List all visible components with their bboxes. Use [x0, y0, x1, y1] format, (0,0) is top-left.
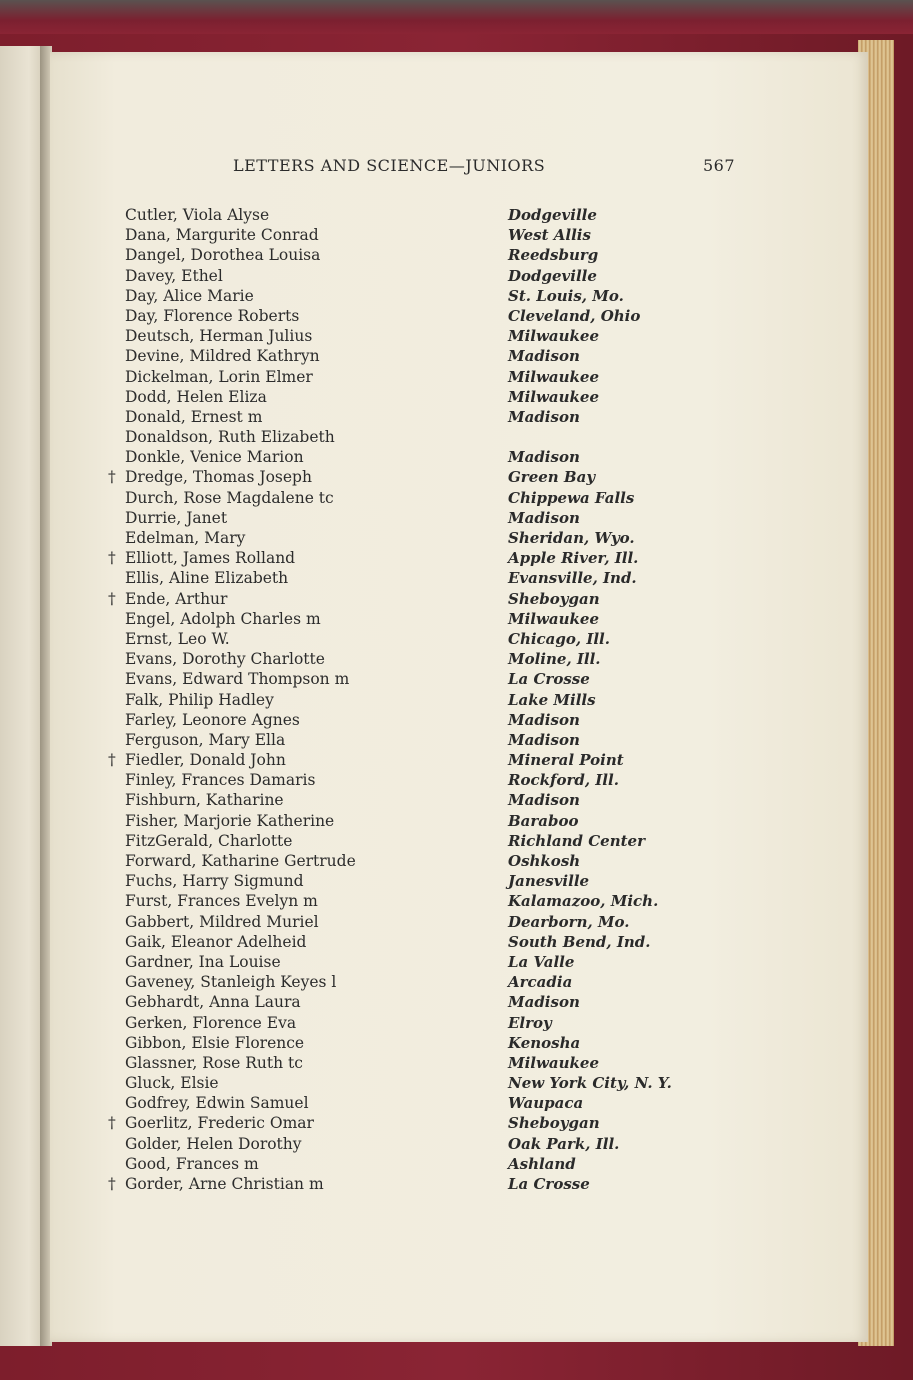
- student-name-text: Davey, Ethel: [125, 266, 223, 285]
- student-name: [110, 508, 227, 528]
- student-name: [110, 609, 321, 629]
- roster-entry: [110, 1073, 750, 1093]
- roster-entry: [110, 952, 750, 972]
- student-roster: [110, 205, 750, 1194]
- hometown: Madison: [508, 407, 580, 426]
- hometown: New York City, N. Y.: [508, 1074, 672, 1093]
- roster-entry: [110, 992, 750, 1012]
- roster-entry: [110, 649, 750, 669]
- student-name: [110, 1033, 304, 1053]
- dagger-mark: †: [108, 1175, 116, 1193]
- hometown: Madison: [508, 347, 580, 366]
- hometown: Chippewa Falls: [508, 488, 635, 507]
- student-name-text: Glassner, Rose Ruth tc: [125, 1053, 303, 1072]
- roster-entry: [110, 710, 750, 730]
- student-name-text: Godfrey, Edwin Samuel: [125, 1094, 309, 1113]
- student-name-text: Gorder, Arne Christian m: [125, 1175, 324, 1193]
- student-name: [110, 891, 318, 911]
- cover-top-edge: [0, 0, 913, 34]
- hometown: Dodgeville: [508, 206, 597, 224]
- student-name-text: Gaik, Eleanor Adelheid: [125, 932, 307, 951]
- student-name-text: Gabbert, Mildred Muriel: [125, 912, 319, 931]
- student-name-text: Ellis, Aline Elizabeth: [125, 569, 289, 588]
- student-name: [110, 811, 334, 831]
- student-name-text: Farley, Leonore Agnes: [125, 710, 300, 729]
- hometown: La Valle: [508, 952, 575, 971]
- roster-entry: [110, 447, 750, 467]
- roster-entry: [110, 225, 750, 245]
- hometown: Dearborn, Mo.: [508, 912, 630, 931]
- page-number: 567: [703, 156, 736, 175]
- student-name: [110, 750, 286, 770]
- roster-entry: [110, 306, 750, 326]
- student-name-text: Ende, Arthur: [125, 589, 228, 608]
- student-name-text: Durch, Rose Magdalene tc: [125, 488, 334, 507]
- hometown: Sheridan, Wyo.: [508, 529, 635, 547]
- student-name: [110, 225, 319, 245]
- student-name: [110, 710, 300, 730]
- student-name: [110, 831, 292, 851]
- roster-entry: [110, 266, 750, 286]
- student-name: [110, 488, 334, 508]
- hometown: Milwaukee: [508, 367, 600, 386]
- roster-entry: [110, 609, 750, 629]
- hometown: Madison: [508, 791, 580, 810]
- student-name-text: Engel, Adolph Charles m: [125, 609, 321, 628]
- roster-entry: [110, 1174, 750, 1194]
- student-name: [110, 1093, 309, 1113]
- student-name: [110, 730, 285, 750]
- hometown: Chicago, Ill.: [508, 629, 610, 648]
- student-name: [110, 306, 299, 326]
- student-name: [110, 871, 304, 891]
- student-name-text: Falk, Philip Hadley: [125, 690, 274, 709]
- roster-entry: [110, 629, 750, 649]
- roster-entry: [110, 589, 750, 609]
- hometown: Kalamazoo, Mich.: [508, 892, 659, 911]
- hometown: Kenosha: [508, 1033, 581, 1052]
- student-name: [110, 790, 284, 810]
- student-name: [110, 912, 319, 932]
- student-name: [110, 629, 230, 649]
- student-name: [110, 690, 274, 710]
- student-name: [110, 1013, 296, 1033]
- roster-entry: [110, 508, 750, 528]
- roster-entry: [110, 548, 750, 568]
- hometown: Milwaukee: [508, 1053, 600, 1072]
- roster-entry: [110, 851, 750, 871]
- student-name-text: Fiedler, Donald John: [125, 751, 286, 770]
- hometown: Madison: [508, 448, 580, 467]
- student-name-text: Goerlitz, Frederic Omar: [125, 1114, 314, 1133]
- hometown: Baraboo: [508, 811, 579, 830]
- student-name: [110, 1113, 314, 1133]
- roster-entry: [110, 972, 750, 992]
- roster-entry: [110, 770, 750, 790]
- student-name-text: Dickelman, Lorin Elmer: [125, 367, 313, 386]
- student-name-text: Dredge, Thomas Joseph: [125, 468, 312, 487]
- student-name: [110, 346, 320, 366]
- student-name-text: Finley, Frances Damaris: [125, 771, 316, 790]
- roster-entry: [110, 367, 750, 387]
- student-name-text: Dana, Margurite Conrad: [125, 226, 319, 245]
- dagger-mark: †: [108, 549, 116, 568]
- student-name: [110, 326, 312, 346]
- student-name-text: Fishburn, Katharine: [125, 791, 284, 810]
- student-name-text: Donald, Ernest m: [125, 407, 263, 426]
- dagger-mark: †: [108, 589, 116, 608]
- dagger-mark: †: [108, 468, 116, 487]
- hometown: Milwaukee: [508, 327, 600, 346]
- roster-entry: [110, 690, 750, 710]
- roster-entry: [110, 568, 750, 588]
- hometown: Elroy: [508, 1013, 552, 1032]
- student-name-text: Dangel, Dorothea Louisa: [125, 246, 321, 265]
- hometown: Milwaukee: [508, 387, 600, 406]
- hometown: Milwaukee: [508, 609, 600, 628]
- roster-entry: [110, 1033, 750, 1053]
- hometown: Madison: [508, 508, 580, 527]
- student-name-text: Gerken, Florence Eva: [125, 1013, 297, 1032]
- roster-entry: [110, 1113, 750, 1133]
- hometown: Apple River, Ill.: [508, 549, 639, 568]
- hometown: Richland Center: [508, 831, 645, 850]
- roster-entry: [110, 286, 750, 306]
- roster-entry: [110, 912, 750, 932]
- dagger-mark: †: [108, 1114, 116, 1133]
- roster-entry: [110, 669, 750, 689]
- hometown: La Crosse: [508, 1175, 590, 1193]
- student-name-text: Gibbon, Elsie Florence: [125, 1033, 305, 1052]
- roster-entry: [110, 730, 750, 750]
- roster-entry: [110, 790, 750, 810]
- roster-entry: [110, 871, 750, 891]
- student-name-text: Ernst, Leo W.: [125, 629, 230, 648]
- student-name-text: Day, Florence Roberts: [125, 306, 300, 325]
- roster-entry: [110, 346, 750, 366]
- student-name-text: Ferguson, Mary Ella: [125, 730, 286, 749]
- student-name-text: Deutsch, Herman Julius: [125, 327, 313, 346]
- hometown: Oshkosh: [508, 852, 581, 870]
- hometown: Janesville: [508, 872, 590, 891]
- student-name: [110, 589, 227, 609]
- student-name: [110, 528, 245, 548]
- roster-entry: [110, 245, 750, 265]
- student-name-text: Donkle, Venice Marion: [125, 448, 304, 467]
- student-name-text: Forward, Katharine Gertrude: [125, 852, 356, 870]
- student-name-text: Durrie, Janet: [125, 508, 228, 527]
- student-name: [110, 992, 301, 1012]
- hometown: Madison: [508, 710, 580, 729]
- hometown: Madison: [508, 730, 580, 749]
- roster-entry: [110, 750, 750, 770]
- hometown: Sheboygan: [508, 589, 600, 608]
- student-name: [110, 952, 281, 972]
- student-name: [110, 266, 223, 286]
- roster-entry: [110, 467, 750, 487]
- hometown: Madison: [508, 993, 580, 1012]
- student-name-text: Gaveney, Stanleigh Keyes l: [125, 973, 337, 992]
- hometown: Green Bay: [508, 468, 596, 487]
- student-name: [110, 407, 262, 427]
- hometown: Oak Park, Ill.: [508, 1134, 620, 1153]
- student-name-text: Devine, Mildred Kathryn: [125, 347, 320, 366]
- roster-entry: [110, 407, 750, 427]
- student-name: [110, 1154, 259, 1174]
- student-name-text: Cutler, Viola Alyse: [125, 206, 270, 224]
- student-name-text: Furst, Frances Evelyn m: [125, 892, 318, 911]
- student-name: [110, 1174, 324, 1194]
- hometown: Waupaca: [508, 1094, 584, 1113]
- student-name-text: Golder, Helen Dorothy: [125, 1134, 302, 1153]
- hometown: Rockford, Ill.: [508, 771, 619, 790]
- student-name-text: Good, Frances m: [125, 1154, 259, 1173]
- student-name: [110, 972, 336, 992]
- student-name-text: Gluck, Elsie: [125, 1074, 219, 1093]
- student-name: [110, 1053, 303, 1073]
- student-name: [110, 851, 356, 871]
- roster-entry: [110, 932, 750, 952]
- student-name: [110, 245, 320, 265]
- student-name: [110, 1134, 302, 1154]
- roster-entry: [110, 427, 750, 447]
- student-name: [110, 286, 254, 306]
- student-name-text: Day, Alice Marie: [125, 286, 254, 305]
- student-name-text: Edelman, Mary: [125, 529, 246, 547]
- roster-entry: [110, 1134, 750, 1154]
- roster-entry: [110, 488, 750, 508]
- student-name-text: FitzGerald, Charlotte: [125, 831, 293, 850]
- roster-entry: [110, 1093, 750, 1113]
- student-name-text: Donaldson, Ruth Elizabeth: [125, 428, 335, 447]
- hometown: Dodgeville: [508, 266, 597, 285]
- hometown: West Allis: [508, 226, 591, 245]
- hometown: South Bend, Ind.: [508, 932, 651, 951]
- hometown: Cleveland, Ohio: [508, 306, 641, 325]
- roster-entry: [110, 528, 750, 548]
- student-name-text: Elliott, James Rolland: [125, 549, 296, 568]
- roster-entry: [110, 326, 750, 346]
- roster-entry: [110, 891, 750, 911]
- student-name: [110, 548, 295, 568]
- student-name: [110, 387, 267, 407]
- hometown: Lake Mills: [508, 690, 596, 709]
- student-name: [110, 669, 349, 689]
- roster-entry: [110, 811, 750, 831]
- student-name-text: Gebhardt, Anna Laura: [125, 993, 301, 1012]
- student-name: [110, 1073, 219, 1093]
- roster-entry: [110, 831, 750, 851]
- student-name: [110, 467, 312, 487]
- student-name-text: Evans, Edward Thompson m: [125, 670, 350, 689]
- hometown: La Crosse: [508, 670, 590, 689]
- hometown: Ashland: [508, 1154, 576, 1173]
- student-name: [110, 427, 335, 447]
- hometown: Mineral Point: [508, 751, 624, 770]
- hometown: Sheboygan: [508, 1114, 600, 1133]
- roster-entry: [110, 1053, 750, 1073]
- roster-entry: [110, 387, 750, 407]
- student-name-text: Gardner, Ina Louise: [125, 952, 281, 971]
- student-name: [110, 770, 315, 790]
- student-name-text: Dodd, Helen Eliza: [125, 387, 267, 406]
- hometown: Arcadia: [508, 973, 573, 992]
- running-head: LETTERS AND SCIENCE—JUNIORS: [233, 156, 546, 175]
- student-name: [110, 205, 269, 225]
- student-name: [110, 932, 306, 952]
- student-name: [110, 649, 325, 669]
- hometown: Moline, Ill.: [508, 650, 601, 669]
- student-name-text: Fuchs, Harry Sigmund: [125, 872, 304, 891]
- roster-entry: [110, 1154, 750, 1174]
- student-name-text: Fisher, Marjorie Katherine: [125, 811, 335, 830]
- student-name-text: Evans, Dorothy Charlotte: [125, 650, 325, 669]
- roster-entry: [110, 205, 750, 225]
- hometown: St. Louis, Mo.: [508, 286, 624, 305]
- student-name: [110, 367, 313, 387]
- student-name: [110, 568, 288, 588]
- hometown: Reedsburg: [508, 246, 599, 265]
- roster-entry: [110, 1013, 750, 1033]
- hometown: Evansville, Ind.: [508, 569, 637, 588]
- student-name: [110, 447, 304, 467]
- dagger-mark: †: [108, 751, 116, 770]
